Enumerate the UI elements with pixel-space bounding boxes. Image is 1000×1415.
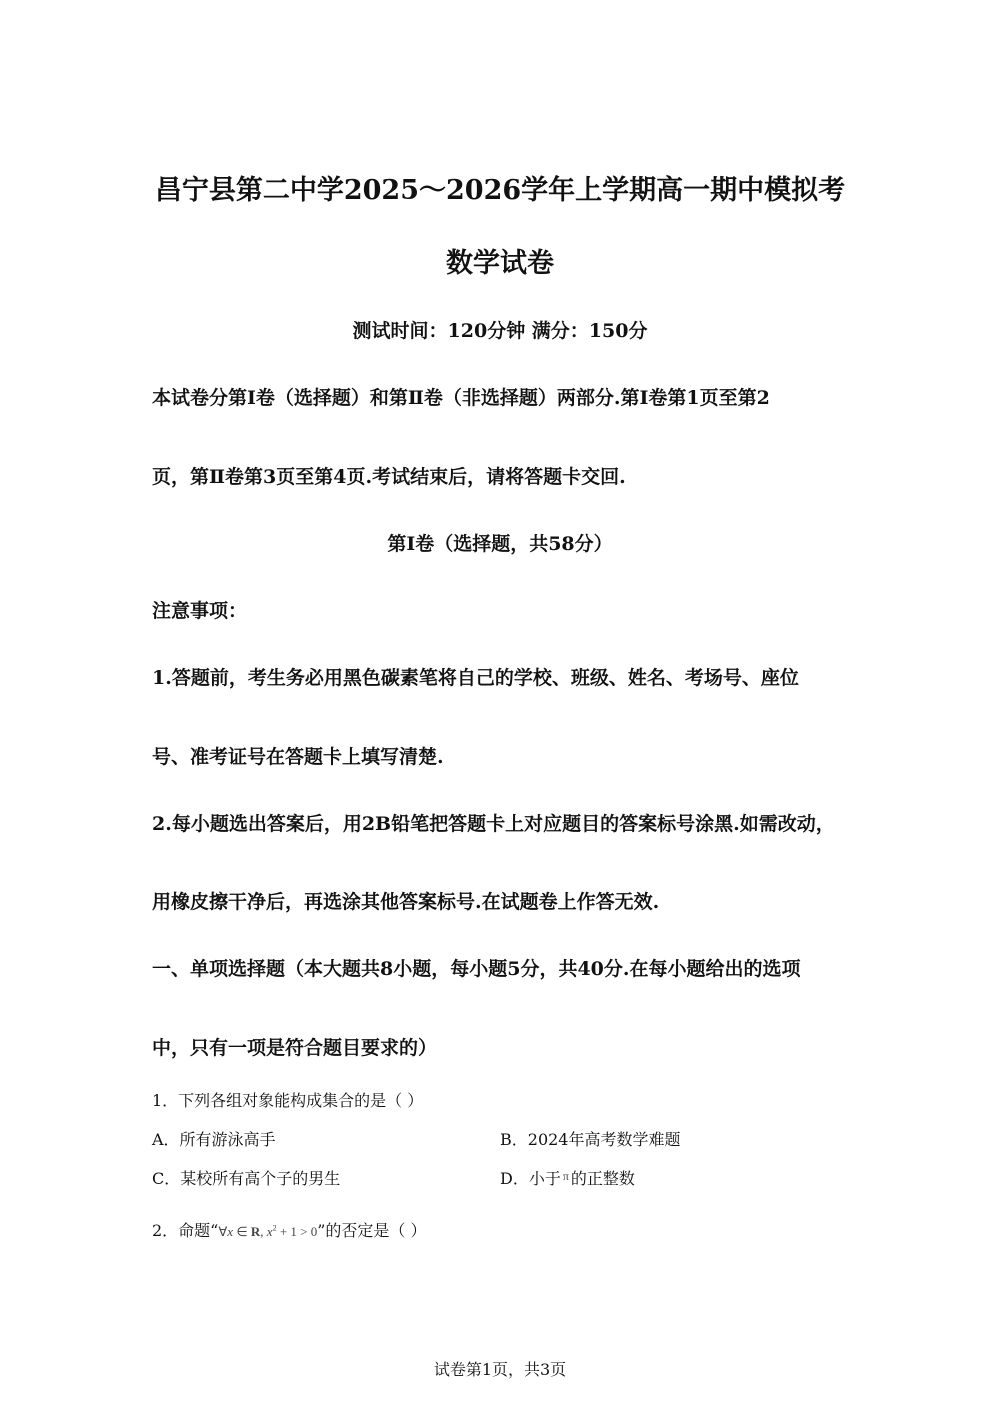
exam-title-line1: 昌宁县第二中学2025～2026学年上学期高一期中模拟考 bbox=[154, 175, 846, 206]
forall-symbol: ∀ bbox=[218, 1224, 228, 1239]
exponent: 2 bbox=[272, 1223, 277, 1233]
question1-stem: 1．下列各组对象能构成集合的是（ ） bbox=[152, 1091, 424, 1110]
option-d-suffix: 的正整数 bbox=[570, 1169, 635, 1188]
note-item1-line1: 1.答题前，考生务必用黑色碳素笔将自己的学校、班级、姓名、考场号、座位 bbox=[152, 667, 799, 689]
page-footer: 试卷第1页，共3页 bbox=[433, 1360, 567, 1379]
var-x2: x bbox=[266, 1224, 273, 1239]
in-symbol: ∈ bbox=[233, 1224, 251, 1239]
note-item1-line2: 号、准考证号在答题卡上填写清楚. bbox=[152, 746, 444, 768]
q2-formula bbox=[218, 1224, 317, 1239]
time-score-info: 测试时间：120分钟 满分：150分 bbox=[352, 320, 648, 342]
q2-prefix: 2．命题“ bbox=[152, 1221, 219, 1240]
section-heading: 第Ⅰ卷（选择题，共58分） bbox=[387, 533, 613, 555]
question1-option-d bbox=[500, 1166, 635, 1189]
intro-line1: 本试卷分第Ⅰ卷（选择题）和第Ⅱ卷（非选择题）两部分.第Ⅰ卷第1页至第2 bbox=[152, 387, 770, 409]
intro-line2: 页，第Ⅱ卷第3页至第4页.考试结束后，请将答题卡交回. bbox=[152, 466, 626, 488]
option-d-prefix: D．小于 bbox=[500, 1169, 561, 1188]
note-item2-line1: 2.每小题选出答案后，用2B铅笔把答题卡上对应题目的答案标号涂黑.如需改动， bbox=[152, 813, 835, 835]
q2-suffix: ”的否定是（ ） bbox=[317, 1221, 427, 1240]
question2-stem bbox=[152, 1218, 427, 1241]
notes-title: 注意事项： bbox=[152, 600, 248, 622]
exam-title-line2: 数学试卷 bbox=[446, 248, 554, 279]
comma: , bbox=[260, 1224, 267, 1239]
real-set-symbol: R bbox=[250, 1224, 261, 1239]
inequality-rest: + 1 > 0 bbox=[276, 1224, 318, 1239]
question1-option-b: B．2024年高考数学难题 bbox=[500, 1130, 681, 1149]
question1-option-c: C．某校所有高个子的男生 bbox=[152, 1169, 341, 1188]
part1-heading-line2: 中，只有一项是符合题目要求的） bbox=[152, 1037, 438, 1059]
note-item2-line2: 用橡皮擦干净后，再选涂其他答案标号.在试题卷上作答无效. bbox=[152, 891, 660, 913]
question1-option-a: A．所有游泳高手 bbox=[152, 1130, 276, 1149]
part1-heading-line1: 一、单项选择题（本大题共8小题，每小题5分，共40分.在每小题给出的选项 bbox=[152, 958, 801, 980]
var-x: x bbox=[227, 1224, 234, 1239]
pi-symbol: π bbox=[562, 1169, 569, 1183]
